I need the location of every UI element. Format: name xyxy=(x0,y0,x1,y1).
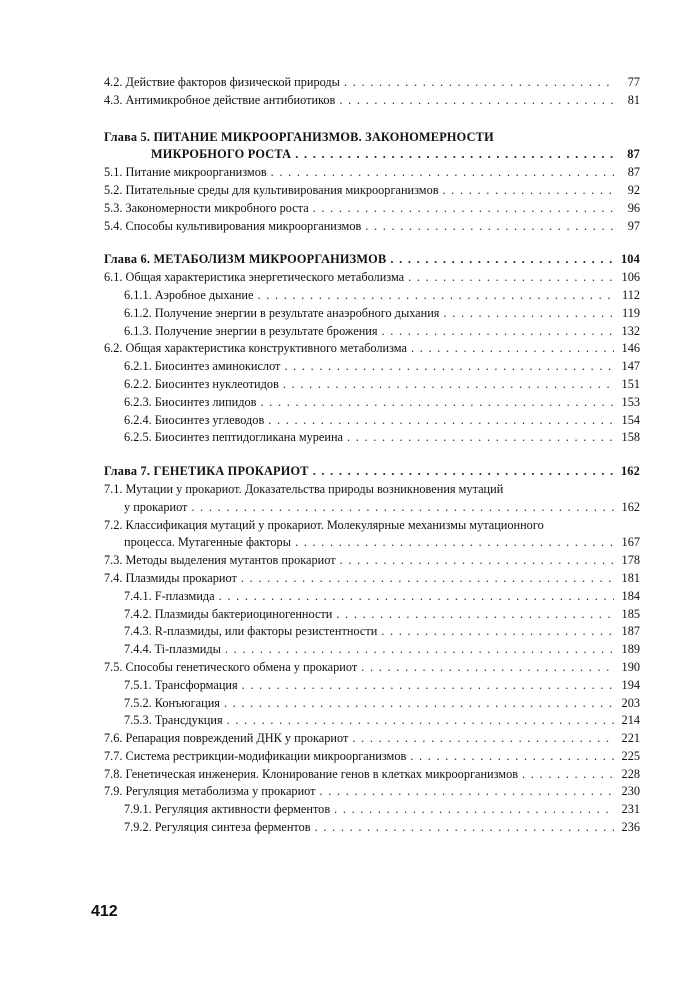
toc-entry-title: 7.6. Репарация повреждений ДНК у прокариот xyxy=(104,731,349,746)
toc-entry xyxy=(104,429,640,447)
toc-entry-title: 7.5.2. Конъюгация xyxy=(124,695,220,710)
dot-leader xyxy=(295,534,614,552)
dot-leader xyxy=(522,766,614,784)
toc-entry-title: 6.1.1. Аэробное дыхание xyxy=(124,287,254,302)
dot-leader xyxy=(443,305,614,323)
dot-leader xyxy=(347,429,614,447)
toc-entry xyxy=(104,517,640,553)
toc-entry-title: Глава 6. МЕТАБОЛИЗМ МИКРООРГАНИЗМОВ xyxy=(104,252,387,267)
dot-leader xyxy=(227,712,614,730)
dot-leader xyxy=(242,677,614,695)
toc-entry xyxy=(104,463,640,481)
page-number: 412 xyxy=(91,903,118,920)
toc-entry-title: 7.9.2. Регуляция синтеза ферментов xyxy=(124,820,311,835)
toc-entry-title: 7.4.3. R-плазмиды, или факторы резистентности xyxy=(124,624,378,639)
dot-leader xyxy=(315,819,614,837)
toc-entry xyxy=(104,182,640,200)
dot-leader xyxy=(241,570,614,588)
toc-entry xyxy=(104,623,640,641)
toc-entry xyxy=(104,358,640,376)
dot-leader xyxy=(408,269,614,287)
toc-entry-title: 7.2. Классификация мутаций у прокариот. Молекулярные механизмы мутационного xyxy=(104,517,544,532)
toc-entry-title-continued: процесса. Мутагенные факторы xyxy=(124,535,291,550)
dot-leader xyxy=(313,463,614,481)
toc-entry-page: 225 xyxy=(621,748,640,763)
dot-leader xyxy=(225,641,614,659)
toc-entry-page: 236 xyxy=(621,820,640,835)
dot-leader xyxy=(224,695,614,713)
toc-entry-page: 119 xyxy=(622,305,640,320)
toc-entry-title: Глава 7. ГЕНЕТИКА ПРОКАРИОТ xyxy=(104,464,309,479)
toc-entry-title: 4.2. Действие факторов физической природы xyxy=(104,75,340,89)
toc-entry-title: 7.4. Плазмиды прокариот xyxy=(104,570,237,585)
toc-entry-title: 5.2. Питательные среды для культивирования микроорганизмов xyxy=(104,182,439,197)
dot-leader xyxy=(313,200,614,218)
toc-entry xyxy=(104,748,640,766)
toc-entry xyxy=(104,164,640,182)
dot-leader xyxy=(283,376,614,394)
toc-entry xyxy=(104,659,640,677)
toc-entry-page: 96 xyxy=(627,200,640,215)
dot-leader xyxy=(382,323,614,341)
toc-entry xyxy=(104,269,640,287)
toc-entry-title: 7.4.2. Плазмиды бактериоциногенности xyxy=(124,606,333,621)
toc-entry xyxy=(104,305,640,323)
toc-entry-title: 7.7. Система рестрикции-модификации микроорганизмов xyxy=(104,748,407,763)
toc-entry xyxy=(104,730,640,748)
toc-entry-page: 87 xyxy=(627,165,640,180)
toc-entry-page: 153 xyxy=(621,394,640,409)
table-of-contents xyxy=(104,74,640,837)
toc-entry-title-continued: МИКРОБНОГО РОСТА xyxy=(151,147,292,162)
toc-entry xyxy=(104,801,640,819)
dot-leader xyxy=(260,394,614,412)
toc-entry-page: 189 xyxy=(621,642,640,657)
toc-entry-page: 132 xyxy=(621,323,640,338)
toc-entry xyxy=(104,819,640,837)
toc-entry-title: 5.4. Способы культивирования микроорганизмов xyxy=(104,218,362,233)
dot-leader xyxy=(443,182,614,200)
toc-entry xyxy=(104,251,640,269)
toc-entry-page: 221 xyxy=(621,731,640,746)
toc-entry-page: 184 xyxy=(621,588,640,603)
toc-entry-page: 92 xyxy=(627,182,640,197)
toc-entry xyxy=(104,552,640,570)
toc-entry-page: 185 xyxy=(621,606,640,621)
toc-entry-page: 154 xyxy=(621,412,640,427)
toc-entry xyxy=(104,677,640,695)
toc-entry-title: 5.1. Питание микроорганизмов xyxy=(104,165,267,180)
toc-entry xyxy=(104,92,640,110)
dot-leader xyxy=(411,340,614,358)
toc-entry-page: 77 xyxy=(627,75,640,89)
toc-entry-title: 6.2.5. Биосинтез пептидогликана муреина xyxy=(124,430,344,445)
toc-entry-title: 4.3. Антимикробное действие антибиотиков xyxy=(104,92,336,107)
toc-entry xyxy=(104,74,640,92)
toc-entry xyxy=(104,641,640,659)
toc-entry-title: 7.5.3. Трансдукция xyxy=(124,713,223,728)
toc-entry xyxy=(104,712,640,730)
toc-entry xyxy=(104,376,640,394)
toc-entry xyxy=(104,412,640,430)
toc-entry xyxy=(104,588,640,606)
toc-entry-title: 6.2.3. Биосинтез липидов xyxy=(124,394,257,409)
toc-entry-page: 231 xyxy=(621,802,640,817)
toc-entry-title: 6.1.2. Получение энергии в результате анаэробного дыхания xyxy=(124,305,440,320)
toc-entry-title: 7.5.1. Трансформация xyxy=(124,677,238,692)
toc-entry-page: 97 xyxy=(627,218,640,233)
toc-entry-page: 146 xyxy=(621,341,640,356)
toc-entry xyxy=(104,570,640,588)
toc-entry xyxy=(104,481,640,517)
toc-entry xyxy=(104,323,640,341)
toc-entry-page: 214 xyxy=(621,713,640,728)
dot-leader xyxy=(365,218,614,236)
toc-entry xyxy=(104,695,640,713)
toc-entry-title: 6.2. Общая характеристика конструктивного метаболизма xyxy=(104,341,407,356)
toc-entry-page: 151 xyxy=(621,376,640,391)
dot-leader xyxy=(257,287,614,305)
toc-entry-page: 190 xyxy=(621,659,640,674)
toc-entry-title: Глава 5. ПИТАНИЕ МИКРООРГАНИЗМОВ. ЗАКОНОМЕРНОСТИ xyxy=(104,129,494,144)
toc-entry-title-continued: у прокариот xyxy=(124,499,188,514)
dot-leader xyxy=(219,588,614,606)
toc-entry-page: 167 xyxy=(621,535,640,550)
toc-entry-title: 6.2.2. Биосинтез нуклеотидов xyxy=(124,376,279,391)
dot-leader xyxy=(295,146,614,164)
toc-entry-page: 158 xyxy=(621,430,640,445)
dot-leader xyxy=(344,74,614,92)
toc-entry xyxy=(104,129,640,165)
toc-entry-page: 230 xyxy=(621,784,640,799)
dot-leader xyxy=(284,358,614,376)
toc-entry-title: 7.3. Методы выделения мутантов прокариот xyxy=(104,553,336,568)
toc-entry-page: 187 xyxy=(621,624,640,639)
toc-entry-page: 106 xyxy=(621,270,640,285)
toc-entry-page: 194 xyxy=(621,677,640,692)
toc-entry xyxy=(104,218,640,236)
dot-leader xyxy=(340,552,614,570)
toc-entry-title: 5.3. Закономерности микробного роста xyxy=(104,200,309,215)
toc-entry-title: 7.1. Мутации у прокариот. Доказательства природы возникновения мутаций xyxy=(104,481,504,496)
toc-entry xyxy=(104,287,640,305)
toc-entry-page: 228 xyxy=(621,766,640,781)
toc-entry-page: 162 xyxy=(621,499,640,514)
toc-entry-page: 81 xyxy=(627,92,640,107)
dot-leader xyxy=(352,730,614,748)
toc-entry-title: 7.4.4. Ti-плазмиды xyxy=(124,642,221,657)
toc-entry-page: 112 xyxy=(622,287,640,302)
toc-entry xyxy=(104,340,640,358)
toc-entry xyxy=(104,394,640,412)
dot-leader xyxy=(336,606,614,624)
toc-entry-title: 6.2.1. Биосинтез аминокислот xyxy=(124,359,281,374)
toc-entry xyxy=(104,200,640,218)
toc-entry-title: 7.9.1. Регуляция активности ферментов xyxy=(124,802,331,817)
toc-entry-page: 147 xyxy=(621,359,640,374)
toc-entry-title: 7.9. Регуляция метаболизма у прокариот xyxy=(104,784,316,799)
toc-entry xyxy=(104,606,640,624)
dot-leader xyxy=(361,659,614,677)
toc-entry-title: 6.1.3. Получение энергии в результате брожения xyxy=(124,323,378,338)
toc-entry-page: 104 xyxy=(620,252,640,267)
dot-leader xyxy=(381,623,614,641)
toc-entry-page: 203 xyxy=(621,695,640,710)
toc-entry-page: 178 xyxy=(621,553,640,568)
dot-leader xyxy=(410,748,614,766)
dot-leader xyxy=(334,801,614,819)
dot-leader xyxy=(268,412,614,430)
toc-entry-title: 7.4.1. F-плазмида xyxy=(124,588,215,603)
toc-entry-title: 7.5. Способы генетического обмена у прокариот xyxy=(104,659,358,674)
toc-entry xyxy=(104,783,640,801)
dot-leader xyxy=(191,499,614,517)
toc-entry-page: 87 xyxy=(627,147,640,162)
toc-entry-page: 162 xyxy=(620,464,640,479)
toc-entry xyxy=(104,766,640,784)
dot-leader xyxy=(271,164,614,182)
toc-entry-title: 7.8. Генетическая инженерия. Клонирование генов в клетках микроорганизмов xyxy=(104,766,519,781)
dot-leader xyxy=(339,92,614,110)
toc-entry-title: 6.1. Общая характеристика энергетического метаболизма xyxy=(104,270,405,285)
toc-entry-title: 6.2.4. Биосинтез углеводов xyxy=(124,412,265,427)
dot-leader xyxy=(390,251,614,269)
dot-leader xyxy=(320,783,614,801)
toc-entry-page: 181 xyxy=(621,570,640,585)
